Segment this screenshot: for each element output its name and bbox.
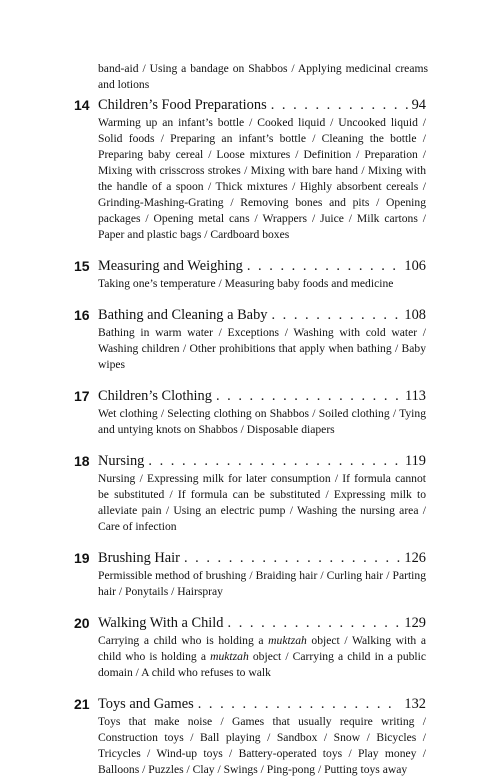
chapter-page: 129 — [404, 615, 426, 631]
chapter-number: 14 — [74, 97, 90, 113]
chapter-description: Toys that make noise / Games that usually require writing / Construction toys / Ball playing / Sandbox / Snow / Bicycles / Tricycles / Wind-up toys / Battery-operated toys / Play money / Balloons / Puzzles / Clay / Swings / Ping-pong / Putting toys away — [98, 715, 426, 776]
table-of-contents — [74, 95, 426, 778]
chapter-title: Measuring and Weighing — [98, 258, 243, 274]
chapter-title: Children’s Food Preparations — [98, 97, 267, 113]
chapter-number: 20 — [74, 615, 90, 631]
toc-entry-18 — [74, 451, 426, 535]
toc-entry-16 — [74, 305, 426, 373]
chapter-title: Nursing — [98, 453, 145, 469]
chapter-heading — [98, 694, 426, 714]
chapter-description: Taking one’s temperature / Measuring baby foods and medicine — [98, 277, 394, 290]
chapter-heading — [98, 256, 426, 276]
chapter-description: Nursing / Expressing milk for later consumption / If formula cannot be substituted / If formula can be substituted / Expressing milk to alleviate pain / Using an electric pump / Washing the nursing area / Care of infection — [98, 472, 426, 533]
chapter-page: 108 — [404, 307, 426, 323]
dot-leader — [216, 386, 401, 406]
dot-leader — [198, 694, 401, 714]
toc-entry-17 — [74, 386, 426, 438]
toc-entry-14 — [74, 95, 426, 243]
chapter-description: Bathing in warm water / Exceptions / Washing with cold water / Washing children / Other prohibitions that apply when bathing / Baby wipes — [98, 326, 426, 371]
chapter-number: 15 — [74, 258, 90, 274]
chapter-heading — [98, 613, 426, 633]
chapter-title: Walking With a Child — [98, 615, 224, 631]
dot-leader — [228, 613, 401, 633]
chapter-number: 17 — [74, 388, 90, 404]
chapter-description: Permissible method of brushing / Braiding hair / Curling hair / Parting hair / Ponytails / Hairspray — [98, 569, 426, 598]
chapter-page: 126 — [404, 550, 426, 566]
chapter-page: 113 — [404, 388, 426, 404]
chapter-page: 132 — [404, 696, 426, 712]
chapter-page: 94 — [411, 97, 426, 113]
toc-entry-15 — [74, 256, 426, 292]
chapter-description: Wet clothing / Selecting clothing on Shabbos / Soiled clothing / Tying and untying knots on Shabbos / Disposable diapers — [98, 407, 426, 436]
chapter-heading — [98, 305, 426, 325]
chapter-description: Carrying a child who is holding a muktzah object / Walking with a child who is holding a muktzah object / Carrying a child in a public domain / A child who refuses to walk — [98, 634, 426, 679]
chapter-number: 18 — [74, 453, 90, 469]
chapter-number: 19 — [74, 550, 90, 566]
chapter-heading — [98, 451, 426, 471]
chapter-heading — [98, 548, 426, 568]
dot-leader — [271, 305, 400, 325]
dot-leader — [247, 256, 401, 276]
toc-entry-21 — [74, 694, 426, 778]
chapter-title: Brushing Hair — [98, 550, 180, 566]
chapter-heading — [98, 95, 426, 115]
chapter-title: Bathing and Cleaning a Baby — [98, 307, 268, 323]
chapter-heading — [98, 386, 426, 406]
chapter-page: 119 — [404, 453, 426, 469]
toc-entry-19 — [74, 548, 426, 600]
dot-leader — [184, 548, 400, 568]
chapter-number: 21 — [74, 696, 90, 712]
toc-entry-20 — [74, 613, 426, 681]
chapter-page: 106 — [404, 258, 426, 274]
chapter-description: Warming up an infant’s bottle / Cooked liquid / Uncooked liquid / Solid foods / Preparing an infant’s bottle / Cleaning the bottle / Preparing baby cereal / Loose mixtures / Definition / Preparation / Mixing with crisscross strokes / Mixing with bare hand / Mixing with the handle of a spoon / Thick mixtures / Highly absorbent cereals / Grinding-Mashing-Grating / Removing bones and pits / Opening packages / Opening metal cans / Wrappers / Juice / Milk cartons / Paper and plastic bags / Cardboard boxes — [98, 116, 426, 241]
chapter-number: 16 — [74, 307, 90, 323]
chapter-title: Children’s Clothing — [98, 388, 212, 404]
continued-description: band-aid / Using a bandage on Shabbos / Applying medicinal creams and lotions — [98, 62, 428, 91]
dot-leader — [148, 451, 401, 471]
dot-leader — [271, 95, 408, 115]
chapter-title: Toys and Games — [98, 696, 194, 712]
